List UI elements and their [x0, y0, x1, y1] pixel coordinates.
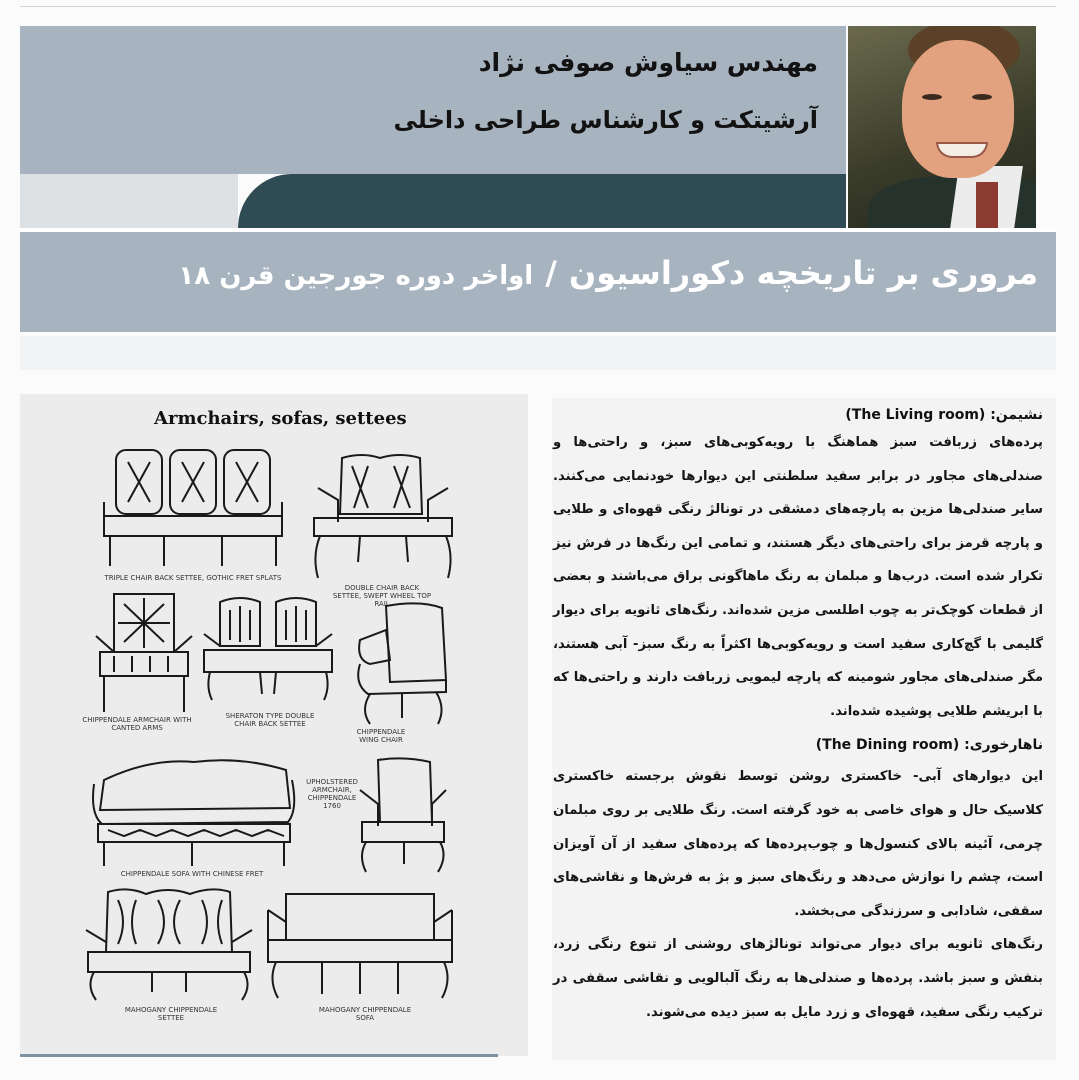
- author-header-band: [20, 26, 846, 174]
- author-name: مهندس سیاوش صوفی نژاد: [478, 48, 818, 77]
- article-text: [553, 404, 1043, 1029]
- caption-6: CHIPPENDALE SOFA WITH CHINESE FRET: [120, 870, 264, 878]
- chippendale-sofa-drawing: [90, 750, 296, 870]
- portrait-mouth: [936, 142, 988, 158]
- article-text-column: [552, 398, 1056, 1060]
- caption-3: CHIPPENDALE ARMCHAIR WITH CANTED ARMS: [82, 716, 192, 732]
- caption-8: MAHOGANY CHIPPENDALE SETTEE: [124, 1006, 218, 1022]
- dining-room-heading: ناهارخوری: (The Dining room): [815, 737, 1043, 754]
- author-title: آرشیتکت و کارشناس طراحی داخلی: [393, 106, 818, 134]
- chippendale-wing-chair-drawing: [350, 600, 454, 728]
- article-title: [178, 254, 1038, 292]
- author-portrait: [848, 26, 1036, 228]
- header-dark-tab: [238, 174, 846, 228]
- living-room-paragraph: پرده‌های زربافت سبز هماهنگ با رویه‌کوبی‌های سبز، و راحتی‌ها و صندلی‌های مجاور در برابر سفید سلطنتی این دیوارها خودنمایی می‌کنند. سایر صندلی‌ها مزین به پارچه‌های دمشقی در تونالژ رنگی قهوه‌ای و طلایی و پارچه قرمز برای راحتی‌های دیگر هستند، و تمامی این رنگ‌ها در فرش نیز تکرار شده است. درب‌ها و مبلمان به رنگ ماهاگونی براق می‌باشند و بعضی از قطعات کوچک‌تر به چوب اطلسی مزین شده‌اند. رنگ‌های ثانویه برای دیوار گلیمی با گچ‌کاری سفید است و رویه‌کوبی‌ها اکثراً به رنگ سبز- آبی هستند، مگر صندلی‌های مجاور شومینه که پارچه لیمویی زربافت دارند و راحتی‌ها که با ابریشم طلایی پوشیده شده‌اند.: [553, 435, 1043, 719]
- dining-room-paragraph: این دیوارهای آبی- خاکستری روشن توسط نقوش برجسته خاکستری کلاسیک حال و هوای خاصی به خود گرفته است. رنگ طلایی بر روی مبلمان چرمی، آئینه بالای کنسول‌ها و چوب‌پرده‌ها که پرده‌های سفید از آن آویزان است، چشم را نوازش می‌دهد و رنگ‌های سبز و بژ به فرش‌ها و نقاشی‌های سقفی، شادابی و سرزندگی می‌بخشد.: [553, 769, 1043, 919]
- triple-chair-settee-drawing: [98, 442, 288, 574]
- portrait-tie: [976, 182, 998, 228]
- caption-1: TRIPLE CHAIR BACK SETTEE, GOTHIC FRET SPLATS: [104, 574, 282, 582]
- article-title-band: [20, 232, 1056, 332]
- faint-band: [20, 336, 1056, 370]
- mahogany-settee-drawing: [82, 886, 256, 1004]
- image-bottom-rule: [20, 1054, 498, 1057]
- secondary-colors-paragraph: رنگ‌های ثانویه برای دیوار می‌تواند تونالژهای روشنی از تنوع رنگی زرد، بنفش و سبز باشد. پرده‌ها و صندلی‌ها به رنگ آلبالویی و نقاشی سقفی در ترکیب رنگی سفید، قهوه‌ای و زرد مایل به سبز دیده می‌شوند.: [553, 937, 1043, 1020]
- caption-9: MAHOGANY CHIPPENDALE SOFA: [318, 1006, 412, 1022]
- upholstered-armchair-drawing: [354, 756, 450, 876]
- portrait-eye-right: [972, 94, 992, 100]
- caption-5: CHIPPENDALE WING CHAIR: [356, 728, 406, 744]
- chippendale-armchair-drawing: [92, 590, 196, 714]
- top-rule: [20, 6, 1056, 7]
- caption-4: SHERATON TYPE DOUBLE CHAIR BACK SETTEE: [225, 712, 315, 728]
- title-separator: /: [545, 254, 557, 292]
- article-main-title: مروری بر تاریخچه دکوراسیون: [568, 254, 1038, 292]
- furniture-illustration: [20, 394, 528, 1056]
- illustration-title: Armchairs, sofas, settees: [154, 408, 407, 429]
- caption-7: UPHOLSTERED ARMCHAIR, CHIPPENDALE 1760: [306, 778, 358, 810]
- article-subtitle: اواخر دوره جورجین قرن ۱۸: [178, 261, 534, 291]
- mahogany-sofa-drawing: [262, 890, 458, 1002]
- caption-2: DOUBLE CHAIR BACK SETTEE, SWEPT WHEEL TOP RAIL: [332, 584, 432, 608]
- living-room-heading: نشیمن: (The Living room): [845, 407, 1043, 423]
- header-light-strip: [20, 174, 238, 228]
- sheraton-double-settee-drawing: [200, 594, 336, 704]
- double-chair-settee-drawing: [308, 452, 458, 584]
- portrait-eye-left: [922, 94, 942, 100]
